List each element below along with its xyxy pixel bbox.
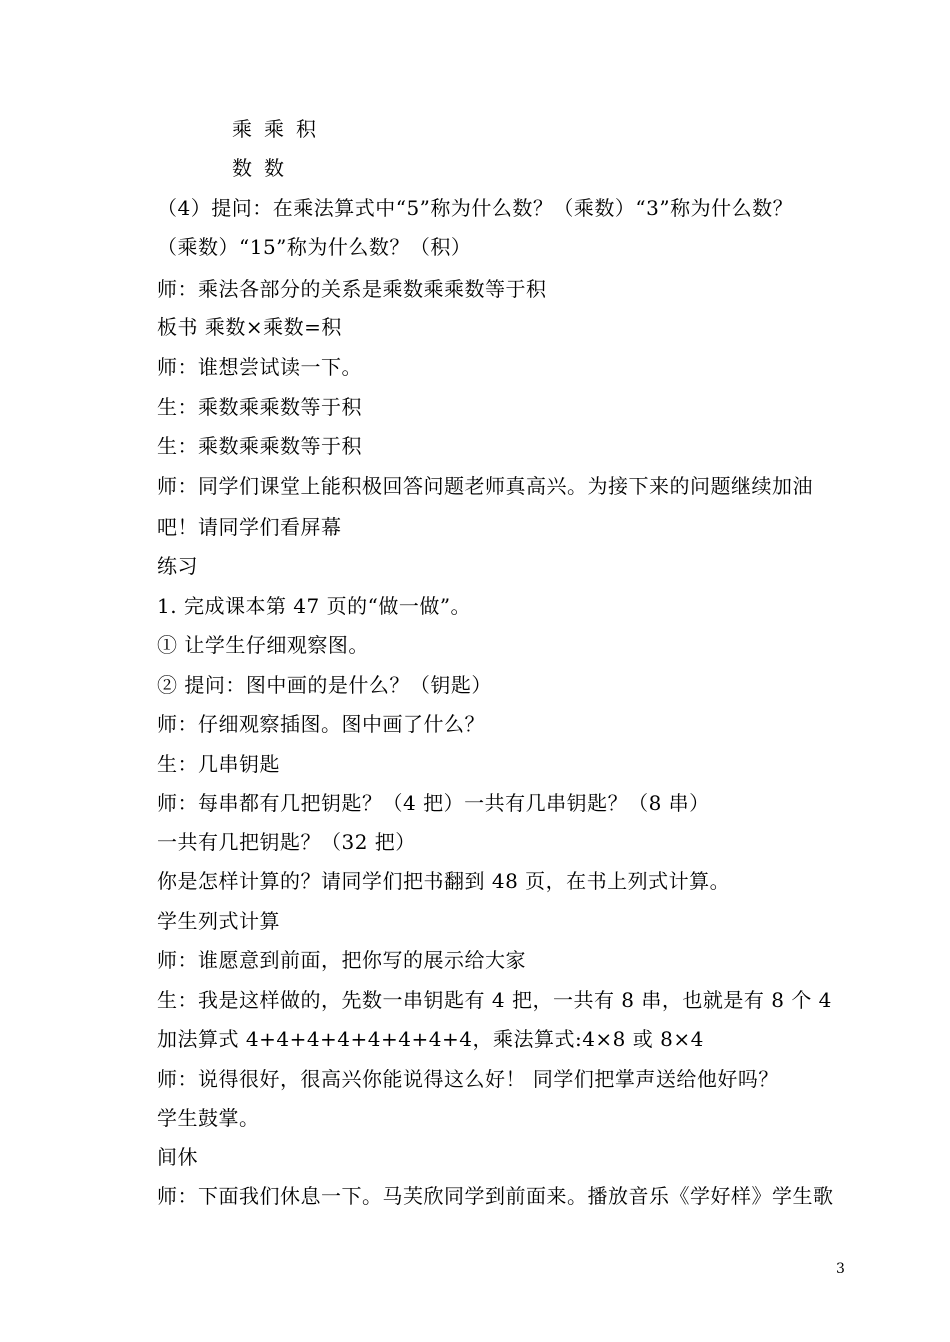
label-row-2: [232, 155, 296, 181]
text-line: 师：同学们课堂上能积极回答问题老师真高兴。为接下来的问题继续加油: [157, 474, 813, 498]
text-line: 师：说得很好，很高兴你能说得这么好！ 同学们把掌声送给他好吗？: [157, 1067, 779, 1091]
text-line: 吧！请同学们看屏幕: [157, 515, 342, 539]
section-heading-practice: 练习: [157, 554, 198, 578]
label-row-1: [232, 116, 328, 142]
text-line: 师：谁愿意到前面，把你写的展示给大家: [157, 948, 526, 972]
text-line: 师：谁想尝试读一下。: [157, 355, 362, 379]
page-number: 3: [836, 1261, 845, 1277]
text-line: ② 提问：图中画的是什么？（钥匙）: [157, 673, 492, 697]
text-line: （4）提问：在乘法算式中“5”称为什么数？（乘数）“3”称为什么数？: [157, 196, 794, 220]
text-line: 1. 完成课本第 47 页的“做一做”。: [157, 594, 472, 618]
text-line: 师：乘法各部分的关系是乘数乘乘数等于积: [157, 277, 547, 301]
text-line: 学生列式计算: [157, 909, 280, 933]
text-line: 生：乘数乘乘数等于积: [157, 395, 362, 419]
label-multiplier-2: 乘: [264, 117, 284, 141]
text-line: 生：我是这样做的，先数一串钥匙有 4 把，一共有 8 串，也就是有 8 个 4: [157, 988, 832, 1012]
text-line: 师：下面我们休息一下。马芙欣同学到前面来。播放音乐《学好样》学生歌: [157, 1184, 834, 1208]
label-number-2: 数: [264, 156, 284, 180]
text-line: ① 让学生仔细观察图。: [157, 633, 369, 657]
text-line: 你是怎样计算的？请同学们把书翻到 48 页，在书上列式计算。: [157, 869, 731, 893]
label-multiplier-1: 乘: [232, 117, 252, 141]
text-line: 师：仔细观察插图。图中画了什么？: [157, 712, 485, 736]
text-line: 学生鼓掌。: [157, 1106, 260, 1130]
text-line: 师：每串都有几把钥匙？（4 把）一共有几串钥匙？（8 串）: [157, 791, 710, 815]
text-line: 加法算式 4+4+4+4+4+4+4+4，乘法算式:4×8 或 8×4: [157, 1027, 704, 1051]
section-heading-break: 间休: [157, 1145, 198, 1169]
label-number-1: 数: [232, 156, 252, 180]
label-product: 积: [296, 117, 316, 141]
text-line: 生：几串钥匙: [157, 752, 280, 776]
text-line: 板书 乘数×乘数=积: [157, 315, 342, 339]
text-line: 一共有几把钥匙？（32 把）: [157, 830, 416, 854]
text-line: （乘数）“15”称为什么数？（积）: [157, 235, 472, 259]
text-line: 生：乘数乘乘数等于积: [157, 434, 362, 458]
